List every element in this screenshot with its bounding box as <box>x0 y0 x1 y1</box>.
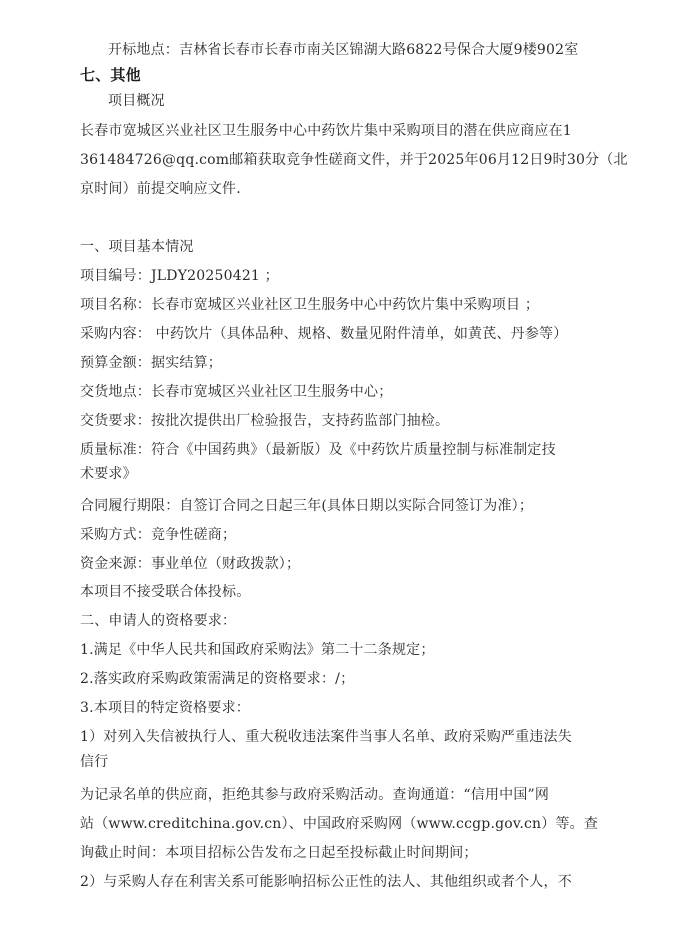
project-number: 项目编号：JLDY20250421 ； <box>80 268 279 284</box>
requirement-3-1-cont: 为记录名单的供应商，拒绝其参与政府采购活动。查询通道：“信用中国”网 <box>80 787 550 803</box>
section-1-title: 一、项目基本情况 <box>80 239 194 255</box>
purchase-method: 采购方式：竞争性磋商； <box>80 527 237 543</box>
budget-amount: 预算金额：据实结算； <box>80 355 222 371</box>
overview-label: 项目概况 <box>108 93 165 109</box>
requirement-3-1: 1）对列入失信被执行人、重大税收违法案件当事人名单、政府采购严重违法失 <box>80 729 572 745</box>
requirement-3: 3.本项目的特定资格要求： <box>80 700 250 716</box>
overview-line: 京时间）前提交响应文件. <box>80 181 241 197</box>
requirement-2: 2.落实政府采购政策需满足的资格要求：/； <box>80 671 355 687</box>
delivery-place: 交货地点：长春市宽城区兴业社区卫生服务中心； <box>80 384 393 400</box>
open-location: 开标地点：吉林省长春市长春市南关区锦湖大路6822号保合大厦9楼902室 <box>108 42 579 58</box>
fund-source: 资金来源：事业单位（财政拨款）； <box>80 556 301 572</box>
project-name: 项目名称：长春市宽城区兴业社区卫生服务中心中药饮片集中采购项目 ； <box>80 297 540 313</box>
delivery-requirement: 交货要求：按批次提供出厂检验报告，支持药监部门抽检。 <box>80 413 450 429</box>
quality-standard-cont: 术要求》 <box>80 466 137 482</box>
overview-line: 361484726@qq.com邮箱获取竞争性磋商文件，并于2025年06月12日9时30分（北 <box>80 152 628 168</box>
no-consortium-note: 本项目不接受联合体投标。 <box>80 584 251 600</box>
contract-period: 合同履行期限：自签订合同之日起三年(具体日期以实际合同签订为准）； <box>80 498 534 514</box>
requirement-1: 1.满足《中华人民共和国政府采购法》第二十二条规定； <box>80 642 435 658</box>
quality-standard: 质量标准：符合《中国药典》（最新版）及《中药饮片质量控制与标准制定技 <box>80 442 556 458</box>
overview-line: 长春市宽城区兴业社区卫生服务中心中药饮片集中采购项目的潜在供应商应在1 <box>80 123 572 139</box>
requirement-3-1-cont: 站（www.creditchina.gov.cn）、中国政府采购网（www.ccgp.gov.cn）等。查 <box>80 816 599 832</box>
requirement-3-2: 2）与采购人存在利害关系可能影响招标公正性的法人、其他组织或者个人，不 <box>80 874 572 890</box>
requirement-3-1-cont: 信行 <box>80 754 109 770</box>
section-7-title: 七、其他 <box>80 66 141 84</box>
requirement-3-1-cont: 询截止时间：本项目招标公告发布之日起至投标截止时间期间； <box>80 845 478 861</box>
purchase-content: 采购内容： 中药饮片（具体品种、规格、数量见附件清单，如黄芪、丹参等） <box>80 326 568 342</box>
section-2-title: 二、申请人的资格要求： <box>80 613 237 629</box>
